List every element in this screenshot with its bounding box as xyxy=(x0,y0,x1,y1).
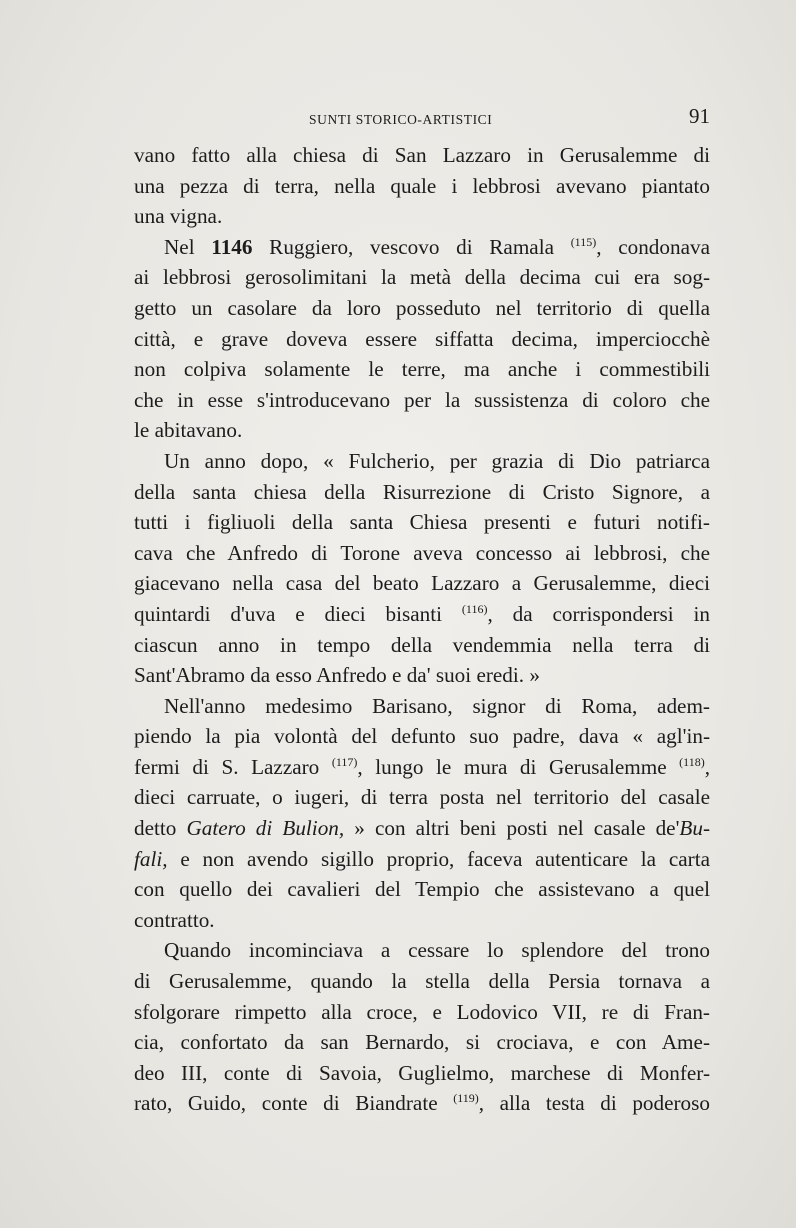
text-run: cia, confortato da san Bernardo, si crociava, e con Ame- xyxy=(134,1030,710,1055)
italic-text: Bu- xyxy=(679,816,711,841)
page-number: 91 xyxy=(689,104,710,128)
text-line xyxy=(134,201,710,232)
text-run: Quando incominciava a cessare lo splendore del trono xyxy=(164,938,710,963)
text-line xyxy=(134,1088,710,1119)
text-run: Sant'Abramo da esso Anfredo e da' suoi eredi. » xyxy=(134,663,540,688)
text-line xyxy=(134,721,710,752)
text-run: Un anno dopo, « Fulcherio, per grazia di Dio patriarca xyxy=(164,448,710,473)
text-line xyxy=(134,293,710,324)
text-line xyxy=(134,140,710,171)
text-line xyxy=(134,568,710,599)
text-line xyxy=(134,966,710,997)
text-run: ai lebbrosi gerosolimitani la metà della decima cui era sog- xyxy=(134,265,710,290)
text-line xyxy=(134,232,710,263)
text-run: piendo la pia volontà del defunto suo padre, dava « agl'in- xyxy=(134,724,710,749)
text-run: fermi di S. Lazzaro xyxy=(134,754,332,779)
text-line xyxy=(134,385,710,416)
text-run: della santa chiesa della Risurrezione di Cristo Signore, a xyxy=(134,479,710,504)
text-run: , alla testa di poderoso xyxy=(478,1091,710,1116)
text-run: sfolgorare rimpetto alla croce, e Lodovico VII, re di Fran- xyxy=(134,999,710,1024)
body-text xyxy=(134,140,710,1119)
text-line xyxy=(134,262,710,293)
text-run: città, e grave doveva essere siffatta decima, imperciocchè xyxy=(134,326,710,351)
footnote-ref: (118) xyxy=(679,754,705,769)
text-run: le abitavano. xyxy=(134,418,243,443)
text-run: con quello dei cavalieri del Tempio che assistevano a quel xyxy=(134,877,710,902)
text-run: Nel xyxy=(164,234,212,259)
text-line xyxy=(134,171,710,202)
text-line xyxy=(134,997,710,1028)
text-line xyxy=(134,905,710,936)
text-run: deo III, conte di Savoia, Guglielmo, marchese di Monfer- xyxy=(134,1060,710,1085)
text-run: , condonava xyxy=(596,234,710,259)
footnote-ref: (117) xyxy=(331,754,358,769)
text-run: rato, Guido, conte di Biandrate xyxy=(134,1091,454,1116)
text-run: , xyxy=(704,754,710,779)
text-run: non colpiva solamente le terre, ma anche i commestibili xyxy=(134,357,710,382)
text-line xyxy=(134,446,710,477)
text-run: giacevano nella casa del beato Lazzaro a Gerusalemme, dieci xyxy=(134,571,710,596)
footnote-ref: (115) xyxy=(570,234,597,249)
text-line xyxy=(134,507,710,538)
text-line xyxy=(134,813,710,844)
text-line xyxy=(134,538,710,569)
text-run: ciascun anno in tempo della vendemmia nella terra di xyxy=(134,632,710,657)
text-run: una pezza di terra, nella quale i lebbrosi avevano piantato xyxy=(134,173,710,198)
text-run: quintardi d'uva e dieci bisanti xyxy=(134,601,462,626)
text-line xyxy=(134,1058,710,1089)
text-run: tutti i figliuoli della santa Chiesa presenti e futuri notifi- xyxy=(134,510,710,535)
text-run: , da corrispondersi in xyxy=(487,601,711,626)
italic-text: fali, xyxy=(134,846,168,871)
text-run: una vigna. xyxy=(134,204,223,229)
running-head: SUNTI STORICO-ARTISTICI xyxy=(309,112,493,127)
text-line xyxy=(134,415,710,446)
text-run: Nell'anno medesimo Barisano, signor di Roma, adem- xyxy=(164,693,710,718)
text-run: cava che Anfredo di Torone aveva concesso ai lebbrosi, che xyxy=(134,540,710,565)
text-run: che in esse s'introducevano per la sussistenza di coloro che xyxy=(134,387,710,412)
text-run: , lungo le mura di Gerusalemme xyxy=(357,754,680,779)
text-line xyxy=(134,691,710,722)
footnote-ref: (119) xyxy=(453,1091,479,1106)
text-run: getto un casolare da loro posseduto nel territorio di quella xyxy=(134,295,710,320)
text-line xyxy=(134,354,710,385)
text-run: di Gerusalemme, quando la stella della Persia tornava a xyxy=(134,969,710,994)
footnote-ref: (116) xyxy=(461,601,488,616)
text-line xyxy=(134,844,710,875)
italic-text: Gatero di Bulion, xyxy=(186,816,345,841)
text-run: detto xyxy=(134,816,187,841)
text-run: Ruggiero, vescovo di Ramala xyxy=(252,234,571,259)
text-line xyxy=(134,874,710,905)
text-line xyxy=(134,477,710,508)
text-line xyxy=(134,660,710,691)
text-line xyxy=(134,1027,710,1058)
text-run: » con altri beni posti nel casale de' xyxy=(344,816,680,841)
text-line xyxy=(134,599,710,630)
text-line xyxy=(134,935,710,966)
text-line xyxy=(134,324,710,355)
text-run: dieci carruate, o iugeri, di terra posta nel territorio del casale xyxy=(134,785,710,810)
bold-year: 1146 xyxy=(211,234,253,259)
text-line xyxy=(134,752,710,783)
text-line xyxy=(134,782,710,813)
text-run: contratto. xyxy=(134,907,215,932)
text-run: e non avendo sigillo proprio, faceva autenticare la carta xyxy=(167,846,710,871)
text-line xyxy=(134,630,710,661)
text-run: vano fatto alla chiesa di San Lazzaro in Gerusalemme di xyxy=(134,143,710,167)
page-header xyxy=(134,100,710,134)
